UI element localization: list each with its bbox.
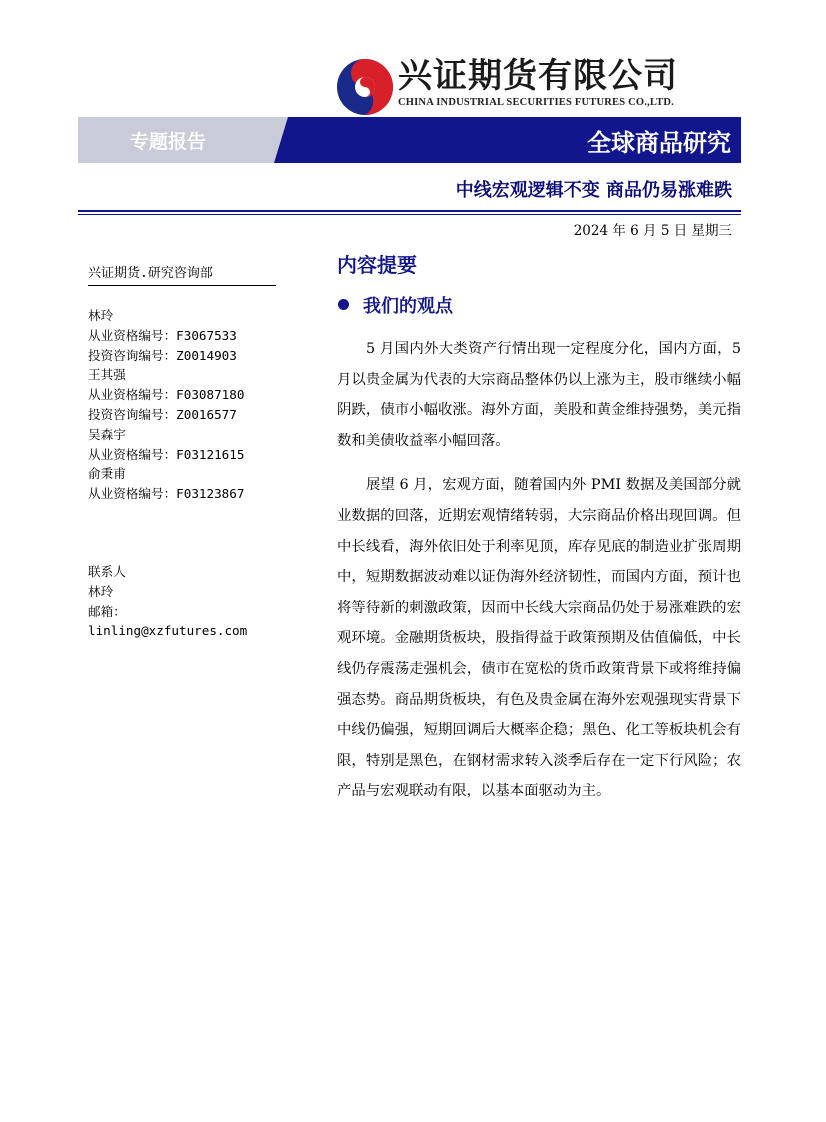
contact-block (88, 562, 276, 641)
company-name-cn: 兴证期货有限公司 (398, 56, 678, 96)
analyst-name: 林玲 (88, 308, 114, 323)
analyst-list (88, 306, 276, 504)
banner-blue-slant (274, 117, 294, 163)
report-category-label: 全球商品研究 (587, 129, 731, 157)
qualification-number: 从业资格编号：F3067533 (88, 327, 237, 343)
qualification-number: 从业资格编号：F03087180 (88, 387, 245, 403)
report-type-label: 专题报告 (130, 131, 207, 153)
paragraph: 展望 6 月，宏观方面，随着国内外 PMI 数据及美国部分就业数据的回落，近期宏观情绪转弱，大宗商品价格出现回调。但中长线看，海外依旧处于利率见顶，库存见底的制造业扩张周期中，短期数据波动难以证伪海外经济韧性，而国内方面，预计也将等待新的刺激政策，因而中长线大宗商品仍处于易涨难跌的宏观环境。金融期货板块，股指得益于政策预期及估值偏低，中长线仍存震荡走强机会，债市在宽松的货币政策背景下或将维持偏强态势。商品期货板块，有色及贵金属在海外宏观强现实背景下中线仍偏强，短期回调后大概率企稳；黑色、化工等板块机会有限，特别是黑色，在钢材需求转入淡季后存在一定下行风险；农产品与宏观联动有限，以基本面驱动为主。 (337, 477, 741, 800)
email-label: 邮箱： (88, 603, 126, 619)
consulting-number: 投资咨询编号：Z0016577 (88, 406, 237, 422)
consulting-number: 投资咨询编号：Z0014903 (88, 347, 237, 363)
paragraph: 5 月国内外大类资产行情出现一定程度分化，国内方面，5 月以贵金属为代表的大宗商品整体仍以上涨为主，股市继续小幅阴跌，债市小幅收涨。海外方面，美股和黄金维持强势，美元指数和美债收益率小幅回落。 (337, 341, 741, 449)
summary-body (337, 334, 741, 807)
section-title: 内容提要 (337, 253, 417, 277)
qualification-number: 从业资格编号：F03123867 (88, 486, 245, 502)
company-logo-icon (336, 58, 394, 116)
contact-name: 林玲 (88, 583, 114, 599)
analyst-name: 俞秉甫 (88, 466, 126, 482)
email-link[interactable]: linling@xzfutures.com (88, 623, 248, 639)
report-date: 2024 年 6 月 5 日 星期三 (573, 223, 732, 239)
header-divider (78, 210, 741, 212)
analyst-name: 王其强 (88, 367, 126, 383)
report-banner (78, 117, 741, 163)
report-headline: 中线宏观逻辑不变 商品仍易涨难跌 (455, 180, 732, 201)
department-label: 兴证期货.研究咨询部 (88, 262, 276, 286)
contact-label: 联系人 (88, 563, 126, 579)
analyst-name: 吴森宇 (88, 426, 126, 442)
bullet-icon (338, 299, 349, 310)
header-divider-thin (78, 214, 741, 215)
sidebar (88, 262, 276, 641)
company-name-en: CHINA INDUSTRIAL SECURITIES FUTURES CO.,LTD. (398, 97, 674, 108)
qualification-number: 从业资格编号：F03121615 (88, 446, 245, 462)
subsection-title: 我们的观点 (363, 296, 453, 317)
